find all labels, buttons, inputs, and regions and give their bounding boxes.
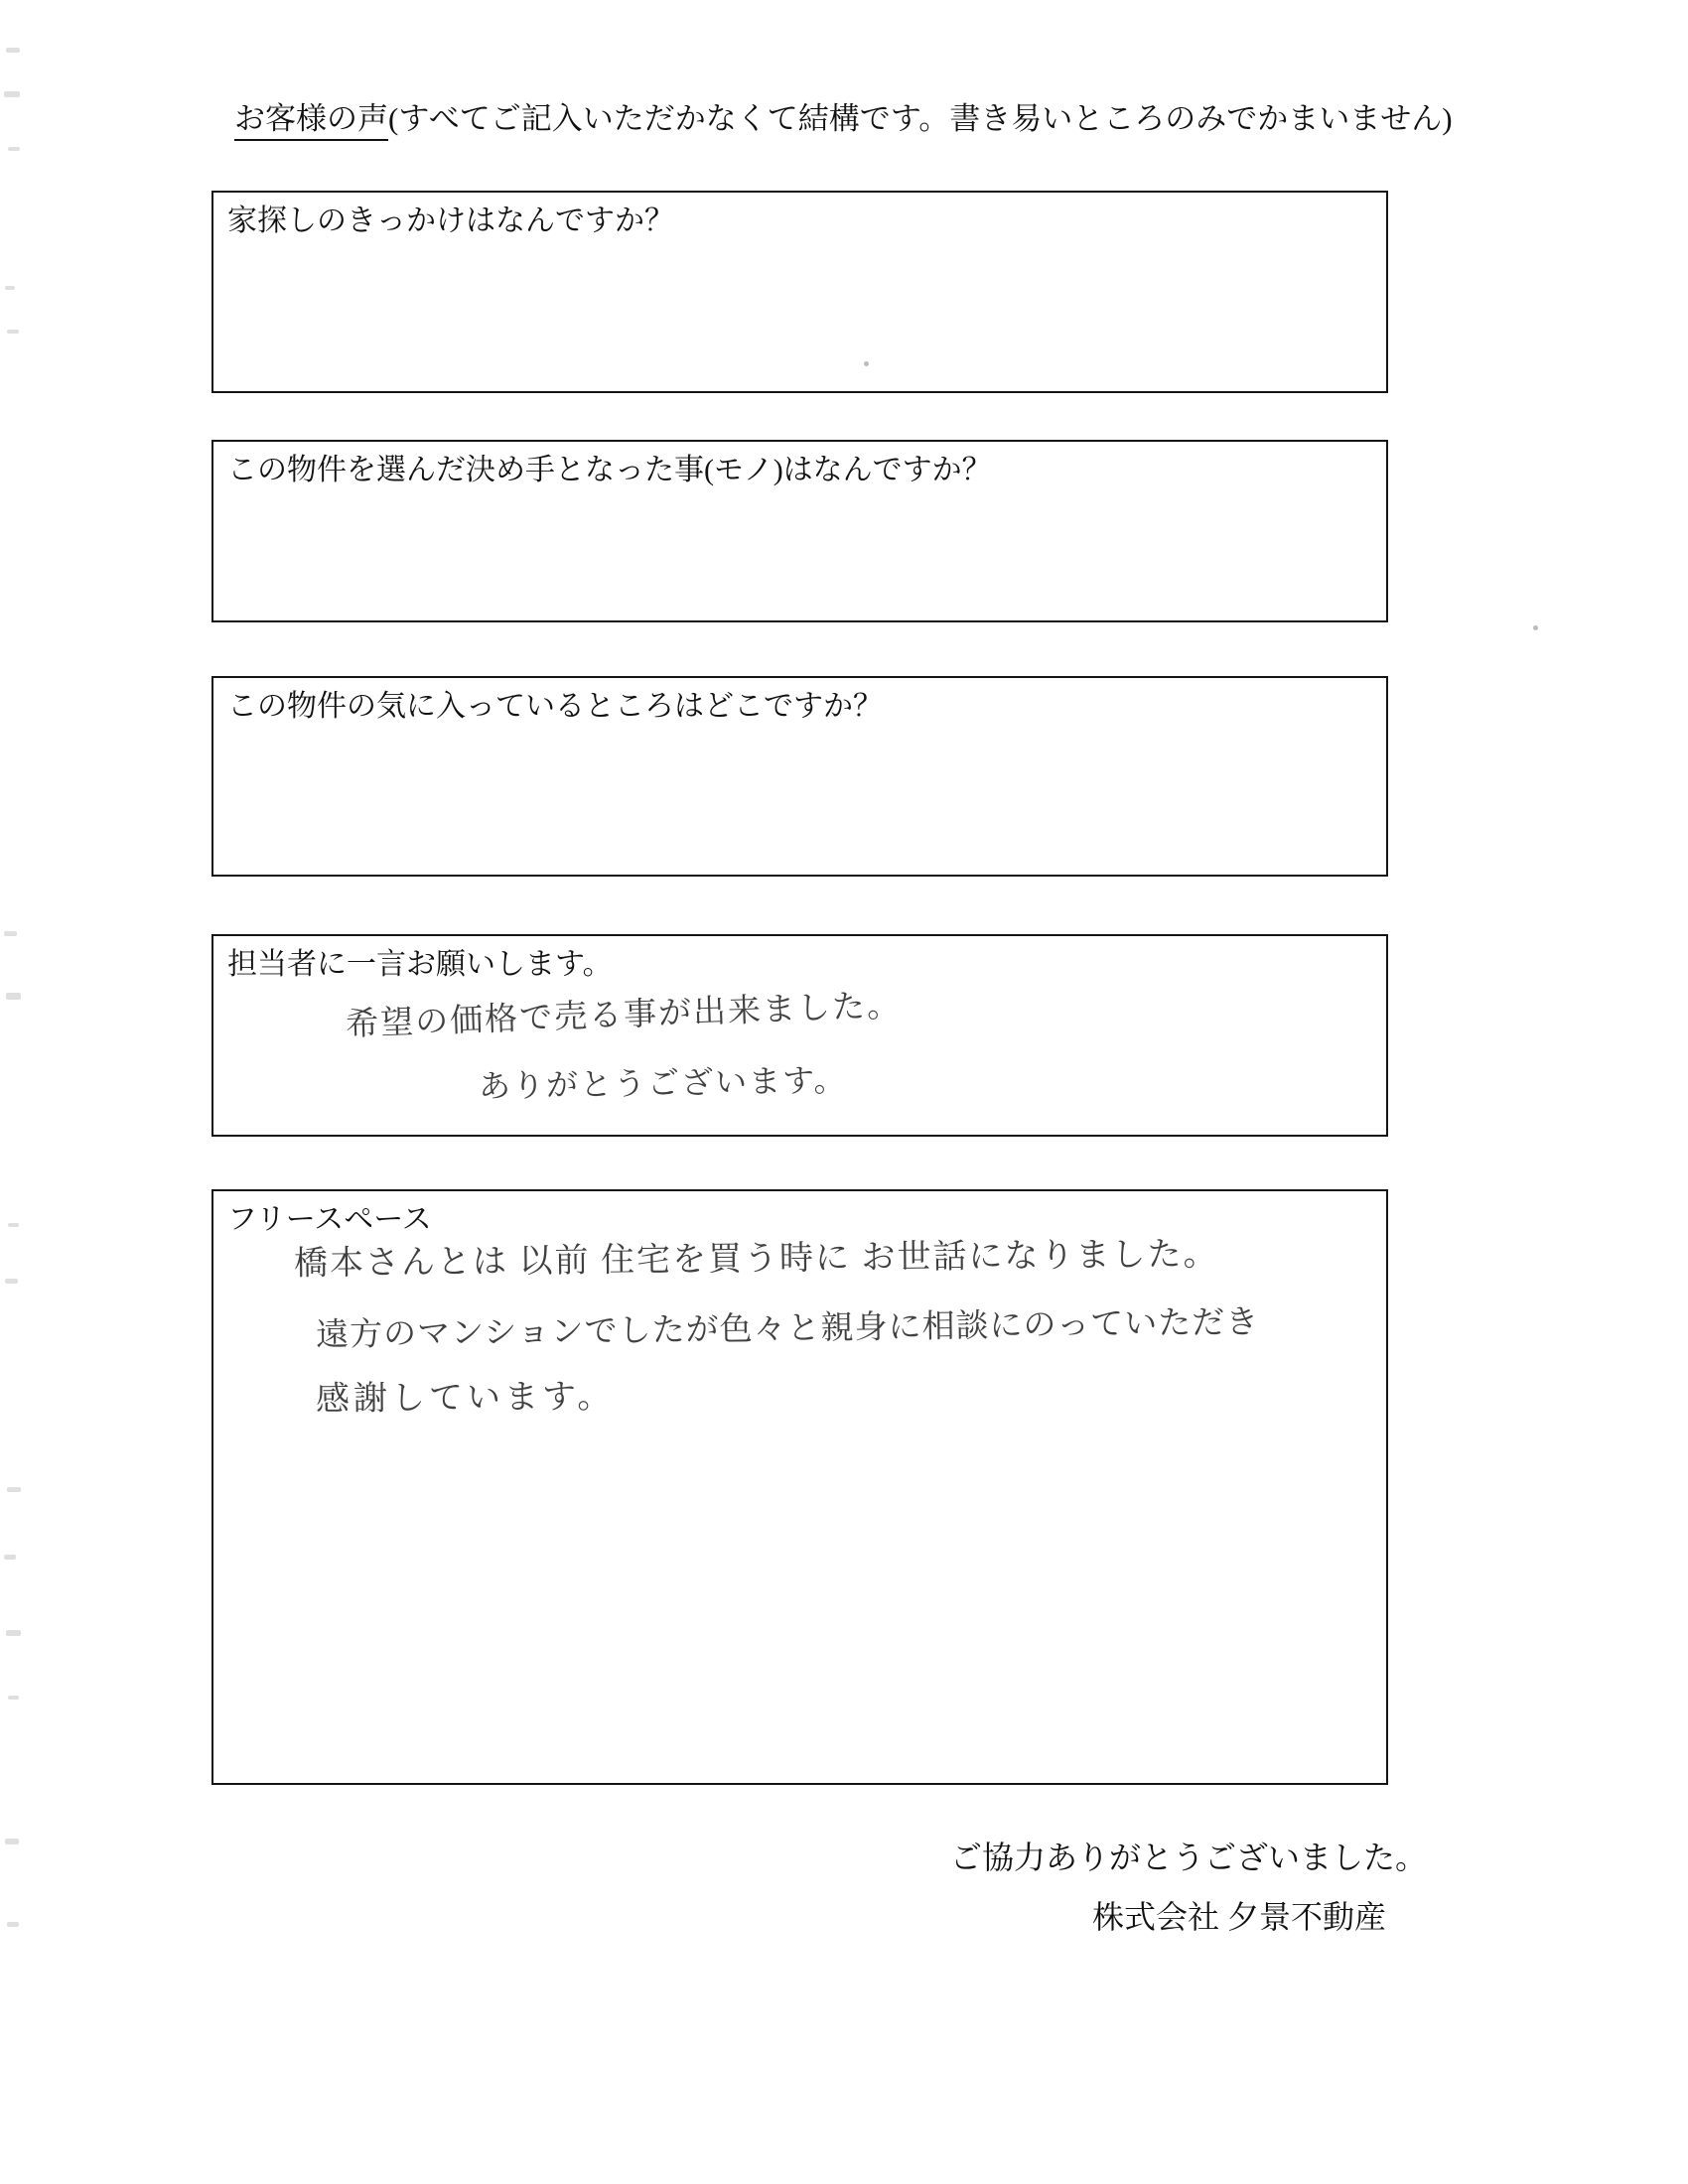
scan-artifact xyxy=(8,1223,19,1227)
question-box-house-search-trigger xyxy=(211,191,1388,393)
question-label: フリースペース xyxy=(227,1203,432,1236)
question-label: この物件の気に入っているところはどこですか？ xyxy=(227,690,883,723)
handwritten-answer-line: 希望の価格で売る事が出来ました。 xyxy=(345,988,903,1043)
question-label: 担当者に一言お願いします。 xyxy=(227,948,613,981)
scan-artifact xyxy=(5,1839,19,1844)
handwritten-answer-line: 橋本さんとは 以前 住宅を買う時に お世話になりました。 xyxy=(293,1236,1219,1283)
question-box-deciding-factor xyxy=(211,440,1388,622)
question-box-favorite-point xyxy=(211,676,1388,877)
scan-artifact xyxy=(4,931,17,936)
scan-artifact xyxy=(6,1630,21,1636)
scan-artifact xyxy=(1533,625,1538,630)
question-label: この物件を選んだ決め手となった事(モノ)はなんですか？ xyxy=(227,454,992,486)
form-title-note: (すべてご記入いただかなくて結構です。書き易いところのみでかまいません) xyxy=(388,101,1453,136)
scan-artifact xyxy=(7,330,19,334)
handwritten-answer-line: ありがとうございます。 xyxy=(478,1061,848,1105)
footer-thanks-text: ご協力ありがとうございました。 xyxy=(950,1840,1428,1875)
scan-artifact xyxy=(7,1922,19,1927)
footer-company-name: 株式会社 夕景不動産 xyxy=(1092,1899,1387,1935)
scan-artifact xyxy=(864,361,869,366)
scan-artifact xyxy=(5,286,15,290)
scan-artifact xyxy=(4,91,20,97)
form-title xyxy=(234,99,1453,139)
question-label: 家探しのきっかけはなんですか？ xyxy=(227,205,674,237)
scan-artifact xyxy=(8,1696,19,1700)
handwritten-answer-line: 感謝しています。 xyxy=(315,1378,616,1419)
scan-artifact xyxy=(8,147,20,151)
scan-artifact xyxy=(6,48,20,53)
scan-artifact xyxy=(6,993,21,1000)
scan-artifact xyxy=(4,1555,16,1560)
scan-artifact xyxy=(5,1279,18,1284)
handwritten-answer-line: 遠方のマンションでしたが色々と親身に相談にのっていただき xyxy=(315,1304,1260,1354)
form-title-main: お客様の声 xyxy=(234,101,388,141)
scan-artifact xyxy=(7,1487,21,1492)
